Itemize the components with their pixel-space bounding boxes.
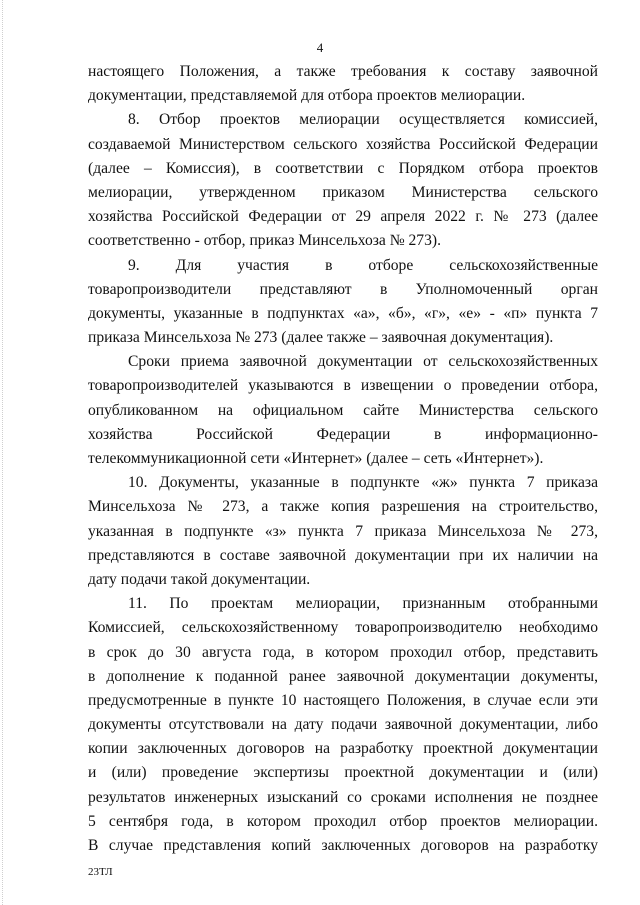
text-line: копии заключенных договоров на разработку проектной документации: [88, 740, 598, 758]
text-line: результатов инженерных изысканий со сроками исполнения не позднее: [88, 788, 598, 806]
text-line: указанная в подпункте «з» пункта 7 приказа Минсельхоза № 273,: [88, 522, 598, 540]
text-line: создаваемой Министерством сельского хозяйства Российской Федерации: [88, 135, 598, 153]
text-line: опубликованном на официальном сайте Министерства сельского: [88, 401, 598, 419]
text-line: товаропроизводители представляют в Уполномоченный орган: [88, 280, 598, 298]
text-line: хозяйства Российской Федерации в информационно-: [88, 425, 598, 443]
text-line: 8. Отбор проектов мелиорации осуществляется комиссией,: [128, 111, 598, 129]
text-line: телекоммуникационной сети «Интернет» (далее – сеть «Интернет»).: [88, 450, 544, 467]
text-line: 10. Документы, указанные в подпункте «ж» пункта 7 приказа: [128, 474, 598, 492]
footer-code: 23ТЛ: [88, 866, 113, 878]
text-line: 5 сентября года, в котором проходил отбор проектов мелиорации.: [88, 812, 598, 830]
text-line: предусмотренные в пункте 10 настоящего Положения, в случае если эти: [88, 691, 598, 709]
text-line: в дополнение к поданной ранее заявочной документации документы,: [88, 667, 598, 685]
text-line: 9. Для участия в отборе сельскохозяйственные: [128, 256, 598, 274]
text-line: в срок до 30 августа года, в котором проходил отбор, представить: [88, 643, 598, 661]
text-line: и (или) проведение экспертизы проектной документации и (или): [88, 764, 598, 782]
page-number: 4: [316, 40, 324, 55]
scan-edge: [2, 0, 4, 905]
text-line: Минсельхоза № 273, а также копия разрешения на строительство,: [88, 498, 598, 516]
text-line: приказа Минсельхоза № 273 (далее также – заявочная документация).: [88, 329, 554, 347]
text-line: мелиорации, утвержденном приказом Министерства сельского: [88, 183, 598, 201]
text-line: документации, представляемой для отбора проектов мелиорации.: [88, 87, 526, 105]
text-line: Комиссией, сельскохозяйственному товаропроизводителю необходимо: [88, 619, 598, 637]
text-line: (далее – Комиссия), в соответствии с Порядком отбора проектов: [88, 159, 598, 177]
text-line: В случае представления копий заключенных договоров на разработку: [88, 837, 598, 854]
text-line: документы отсутствовали на дату подачи заявочной документации, либо: [88, 716, 598, 734]
text-line: дату подачи такой документации.: [88, 570, 311, 588]
text-line: 11. По проектам мелиорации, признанным отобранными: [128, 595, 598, 613]
text-line: настоящего Положения, а также требования к составу заявочной: [88, 63, 598, 80]
text-line: соответственно - отбор, приказ Минсельхоза № 273).: [88, 232, 441, 250]
text-line: документы, указанные в подпунктах «а», «б», «г», «е» - «п» пункта 7: [88, 304, 598, 322]
document-body: [88, 60, 598, 858]
text-line: товаропроизводителей указываются в извещении о проведении отбора,: [88, 377, 598, 395]
text-line: хозяйства Российской Федерации от 29 апреля 2022 г. № 273 (далее: [88, 208, 598, 226]
text-line: Сроки приема заявочной документации от сельскохозяйственных: [128, 353, 598, 371]
text-line: представляются в составе заявочной документации при их наличии на: [88, 546, 598, 564]
